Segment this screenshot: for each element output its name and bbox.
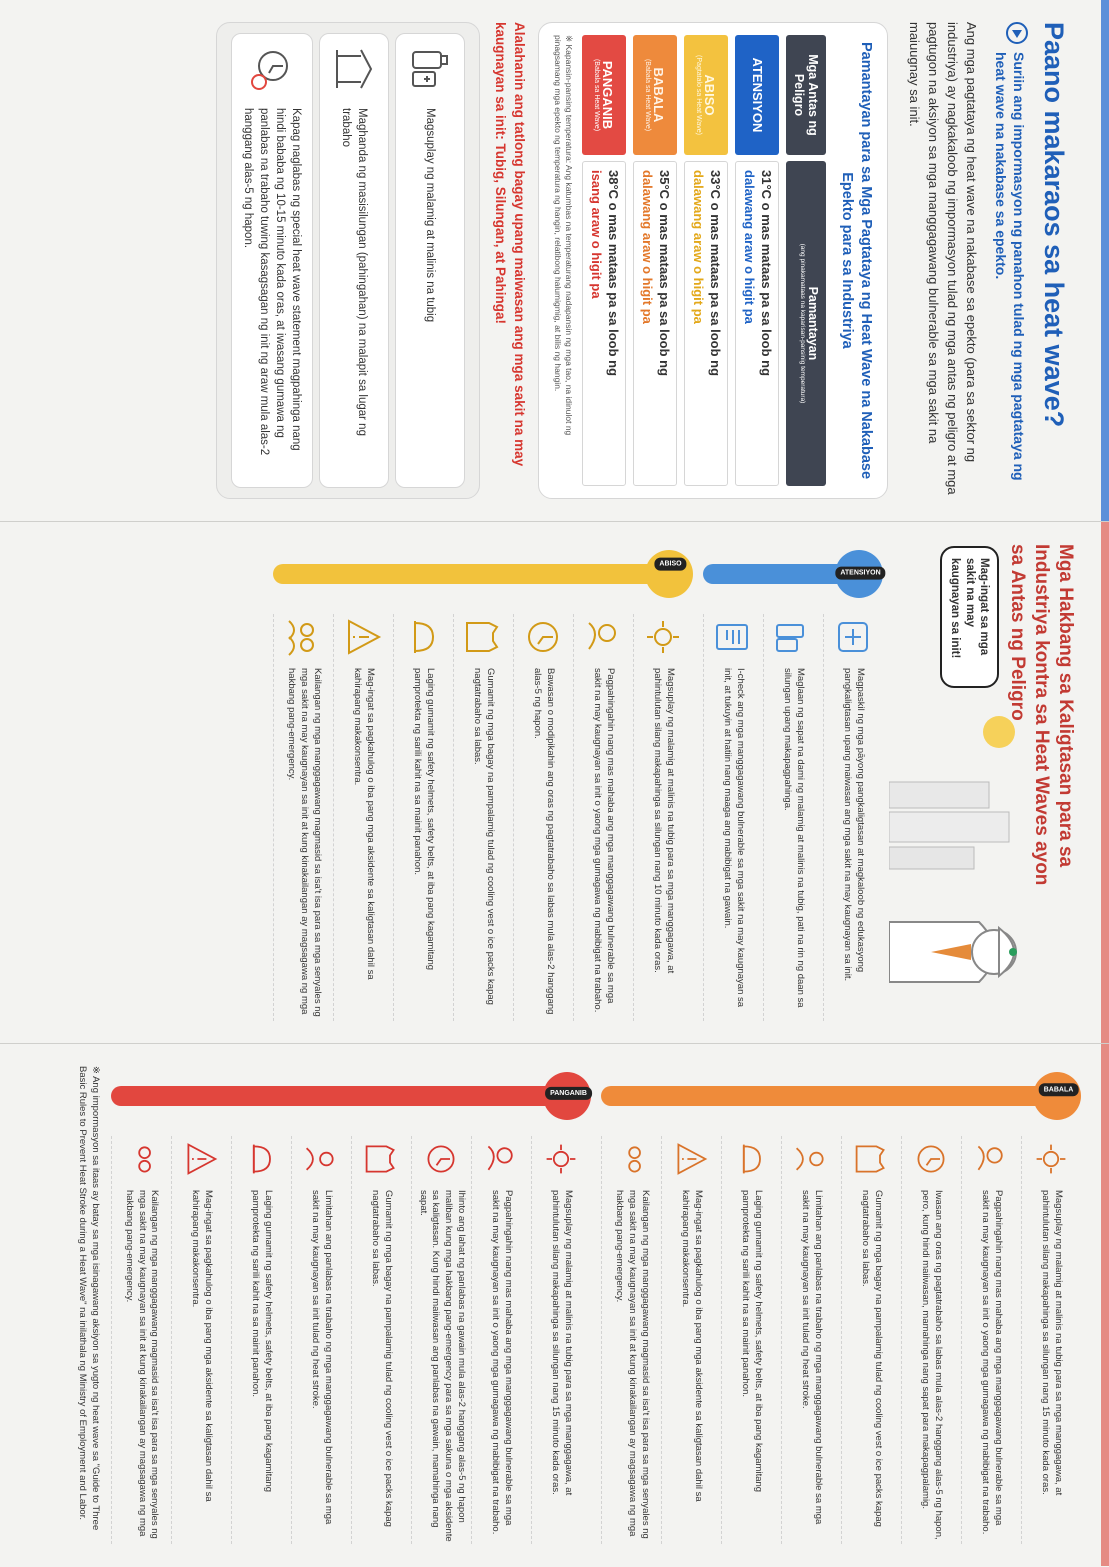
tip-rest	[231, 33, 313, 488]
list-item: Limitahan ang panlabas na trabaho ng mga manggagawang bulnerable sa mga sakit na may kaugnayan sa init tulad ng heat stroke.	[781, 1136, 841, 1544]
falling-warning-icon	[178, 1136, 224, 1182]
heat-stroke-icon	[298, 1136, 344, 1182]
cooling-vest-icon	[461, 614, 507, 660]
thermometer	[273, 544, 693, 606]
section-atensiyon	[703, 544, 883, 1021]
helmet-icon	[729, 1136, 775, 1182]
list-item: Mag-ingat sa pagkahulog o iba pang mga aksidente sa kaligtasan dahil sa kahirapang makakonsentra.	[333, 614, 393, 1021]
speech-bubble: Mag-ingat sa mga sakit na may kaugnayan sa init!	[940, 546, 999, 688]
header-criteria-sub: (ang pinakamataas na kaparisan-pansinig temperatura)	[799, 243, 807, 404]
intro-paragraph: Ang mga pagtataya ng heat wave na nakabase sa epekto (para sa sektor ng industriya) ay nagkakaloob ng impormasyon tulad ng mga antas ng peligro at mga pagtugon na aksiyon sa mga manggagawang bulnerable sa mga sakit na maiuugnay sa init.	[907, 22, 979, 495]
audio-icon	[1006, 22, 1028, 44]
list-item: Mag-ingat sa pagkahulog o iba pang mga aksidente sa kaligtasan dahil sa kahirapang makakonsentra.	[661, 1136, 721, 1544]
checklist-icon	[711, 614, 757, 660]
tip-text: Magsuplay ng malamig at malinis na tubig	[424, 108, 437, 323]
standards-title: Pamantayan para sa Mga Pagtataya ng Heat Wave na Nakabase Epekto para sa Industriya	[838, 41, 875, 480]
worker-illustration	[889, 692, 1039, 1022]
rest-clock-icon	[247, 44, 297, 94]
level-label: BABALA (Babala sa Heat Wave)	[633, 35, 677, 155]
list-item: Magsuplay ng malamig at malinis na tubig para sa mga manggagawa, at pahintulutan silang makapahinga sa silungan nang 15 minuto kada oras.	[531, 1136, 591, 1544]
rest-worker-icon	[479, 1136, 525, 1182]
middle-title: Mga Hakbang sa Kaligtasan para sa Industriya kontra sa Heat Waves ayon sa Antas ng Peligro	[1007, 544, 1076, 886]
list-item: Pagpahingahin nang mas mahaba ang mga manggagawang bulnerable sa mga sakit na may kaugnayan sa init o yaong mga gumagawa ng mabibigat na trabaho.	[961, 1136, 1021, 1544]
thermometer	[111, 1066, 591, 1128]
clock-icon	[521, 614, 567, 660]
shelter-icon	[329, 44, 379, 94]
list-item: Pagpahingahin nang mas mahaba ang mga manggagawang bulnerable sa mga sakit na may kaugnayan sa init o yaong mga gumagawa ng mabibigat na trabaho.	[471, 1136, 531, 1544]
level-label: ATENSIYON	[735, 35, 779, 155]
standard-row-babala	[633, 35, 677, 486]
water-bottle-icon	[405, 44, 455, 94]
rest-worker-icon	[581, 614, 627, 660]
list-item: Laging gumamit ng safety helmets, safety belts, at iba pang kagamitang pamprotekta ng sarili kahit na sa mainit panahon.	[231, 1136, 291, 1544]
list-item: Maglaan ng sapat na dami ng malamig at malinis na tubig, pati na rin ng daan sa silungan upang makapagpahinga.	[763, 614, 823, 1021]
standards-header	[786, 35, 826, 486]
remember-three-things: Alalahanin ang tatlong bagay upang maiwasan ang mga sakit na may kaugnayan sa init: Tubig, Silungan, at Pahinga!	[493, 22, 528, 467]
rest-worker-icon	[969, 1136, 1015, 1182]
helmet-icon	[238, 1136, 284, 1182]
list-item: Limitahan ang panlabas na trabaho ng mga manggagawang bulnerable sa mga sakit na may kaugnayan sa init tulad ng heat stroke.	[291, 1136, 351, 1544]
list-item: Bawasan o modipikahin ang oras ng pagtatrabaho sa labas mula alas-2 hanggang alas-5 ng hapon.	[513, 614, 573, 1021]
list-item: Kailangan ng mga manggagawang magmasid sa isa't isa para sa mga senyales ng mga sakit na may kaugnayan sa init at kung kinakailangan ay magsagawa ng mga hakbang pang-emergency.	[111, 1136, 171, 1544]
header-risk-levels: Mga Antas ng Peligro	[786, 35, 826, 155]
level-criteria: 31°C o mas mataas pa sa loob ng dalawang araw o higit pa	[735, 161, 779, 486]
level-criteria: 33°C o mas mataas pa sa loob ng dalawang araw o higit pa	[684, 161, 728, 486]
coworker-watch-icon	[281, 614, 327, 660]
standards-note: ※ Kapansin-pansing temperatura: Ang katumbas na temperaturang nadapansin ng mga tao, na idinulot ng pinagsamang mga epekto ng temperatura ng hangin, relatibong halumigmig, at bilis ng hangin.	[552, 35, 575, 436]
level-tag: ATENSIYON	[835, 567, 885, 580]
level-label: ABISO (Pagtatalo sa Heat Wave)	[684, 35, 728, 155]
tip-text: Maghanda ng masisilungan (pahingahan) na malapit sa lugar ng trabaho	[340, 108, 369, 436]
coworker-watch-icon	[609, 1136, 655, 1182]
standards-box	[538, 22, 888, 499]
level-tag: PANGANIB	[545, 1087, 592, 1100]
helmet-icon	[401, 614, 447, 660]
audio-text: Suriin ang impormasyon ng panahon tulad ng mga pagtataya ng heat wave na nakabase sa epekto.	[992, 52, 1027, 481]
list-item: I-check ang mga manggagawang bulnerable sa mga sakit na may kaugnayan sa init, at tukuyin at hatiin nang maaga ang mabibigat na gawain.	[703, 614, 763, 1021]
audio-check-info	[992, 22, 1028, 499]
section-babala	[601, 1066, 1081, 1544]
tips-box	[216, 22, 480, 499]
right-sections	[111, 1066, 1081, 1544]
section-abiso	[273, 544, 693, 1021]
list-item: Gumamit ng mga bagay na pampalamig tulad ng cooling vest o ice packs kapag nagtatrabaho sa labas.	[453, 614, 513, 1021]
list-item: Kailangan ng mga manggagawang magmasid sa isa't isa para sa mga senyales ng mga sakit na may kaugnayan sa init at kung kinakailangan ay magsagawa ng mga hakbang pang-emergency.	[601, 1136, 661, 1544]
thermometer	[703, 544, 883, 606]
page-title: Paano makaraos sa heat wave?	[1039, 22, 1069, 428]
cooling-vest-icon	[358, 1136, 404, 1182]
list-item: Magpaskil ng mga pāyong pangkaligtasan at magkaloob ng edukasyong pangkaligtasan upang maiwasan ang mga sakit na may kaugnayan sa init.	[823, 614, 883, 1021]
medical-notice-icon	[831, 614, 877, 660]
level-tag: BABALA	[1039, 1083, 1079, 1096]
panel-warning-danger	[0, 1044, 1109, 1566]
water-rest-icon	[539, 1136, 585, 1182]
water-bottle-icon	[771, 614, 817, 660]
level-tag: ABISO	[654, 558, 686, 571]
tip-shelter	[319, 33, 389, 488]
list-item: Laging gumamit ng safety helmets, safety belts, at iba pang kagamitang pamprotekta ng sarili kahit na sa mainit panahon.	[721, 1136, 781, 1544]
clock-icon	[418, 1136, 464, 1182]
level-criteria: 38°C o mas mataas pa sa loob ng isang araw o higit pa	[582, 161, 626, 486]
list-item: Laging gumamit ng safety helmets, safety belts, at iba pang kagamitang pamprotekta ng sarili kahit na sa mainit panahon.	[393, 614, 453, 1021]
coworker-watch-icon	[118, 1136, 164, 1182]
standard-row-abiso	[684, 35, 728, 486]
top-accent-bar	[1101, 1044, 1109, 1566]
panel-how-to-cope	[0, 0, 1109, 522]
list-item: Magsuplay ng malamig at malinis na tubig para sa mga manggagawa, at pahintulutan silang makapahinga sa silungan nang 10 minuto kada oras.	[633, 614, 693, 1021]
tip-water	[395, 33, 465, 488]
water-rest-icon	[641, 614, 687, 660]
list-item: Kailangan ng mga manggagawang magmasid sa isa't isa para sa mga senyales ng mga sakit na may kaugnayan sa init at kung kinakailangan ay magsagawa ng mga hakbang pang-emergency.	[273, 614, 333, 1021]
falling-warning-icon	[341, 614, 387, 660]
list-item: Magsuplay ng malamig at malinis na tubig para sa mga manggagawa, at pahintulutan silang makapahinga sa silungan nang 15 minuto kada oras.	[1021, 1136, 1081, 1544]
list-item: Mag-ingat sa pagkahulog o iba pang mga aksidente sa kaligtasan dahil sa kahirapang makakonsentra.	[171, 1136, 231, 1544]
tip-text: Kapag naglabas ng special heat wave statement magpahinga nang hindi bababa ng 10-15 minuto kada oras, at iwasang gumawa ng panlabas na trabaho tuwing kasagsagan ng init ng araw mula alas-2 hanggang alas-5 ng hapon.	[242, 108, 303, 456]
thermometer	[601, 1066, 1081, 1128]
section-panganib	[111, 1066, 591, 1544]
standard-row-atensiyon	[735, 35, 779, 486]
heat-stroke-icon	[789, 1136, 835, 1182]
header-criteria: Pamantayan (ang pinakamataas na kaparisan-pansinig temperatura)	[786, 161, 826, 486]
middle-sections	[263, 544, 883, 1021]
list-item: Iwasan ang oras ng pagtatrabaho sa labas mula alas-2 hanggang alas-5 ng hapon, pero, kung hindi maiiwasan, mamahinga nang sapat para makapagpalamig.	[901, 1136, 961, 1544]
list-item: Ihinto ang lahat ng panlabas na gawain mula alas-2 hanggang alas-5 ng hapon maliban kung mga hakbang pang-emergency para sa mga sakuna o mga aksidente sa kaligtasan. Kung hindi maiiwasan ang panlabas na gawain, mamahinga nang sapat.	[411, 1136, 471, 1544]
source-footnote: ※ Ang impormasyon sa itaas ay batay sa mga isinagawang aksiyon sa yugto ng heat wave sa "Guide to Three Basic Rules to Prevent Heat Stroke during a Heat Wave" na inilathala ng Ministry of Employment and Labor.	[76, 1066, 101, 1531]
list-item: Pagpahingahin nang mas mahaba ang mga manggagawang bulnerable sa mga sakit na may kaugnayan sa init o yaong mga gumagawa ng mabibigat na trabaho.	[573, 614, 633, 1021]
cooling-vest-icon	[849, 1136, 895, 1182]
falling-warning-icon	[669, 1136, 715, 1182]
panel-safety-steps	[0, 522, 1109, 1044]
list-item: Gumamit ng mga bagay na pampalamig tulad ng cooling vest o ice packs kapag nagtatrabaho sa labas.	[841, 1136, 901, 1544]
list-item: Gumamit ng mga bagay na pampalamig tulad ng cooling vest o ice packs kapag nagtatrabaho sa labas.	[351, 1136, 411, 1544]
level-label: PANGANIB (Babala sa Heat Wave)	[582, 35, 626, 155]
standard-row-panganib	[582, 35, 626, 486]
water-rest-icon	[1029, 1136, 1075, 1182]
level-criteria: 35°C o mas mataas pa sa loob ng dalawang araw o higit pa	[633, 161, 677, 486]
clock-icon	[909, 1136, 955, 1182]
top-accent-bar	[1101, 0, 1109, 521]
top-accent-bar	[1101, 522, 1109, 1043]
